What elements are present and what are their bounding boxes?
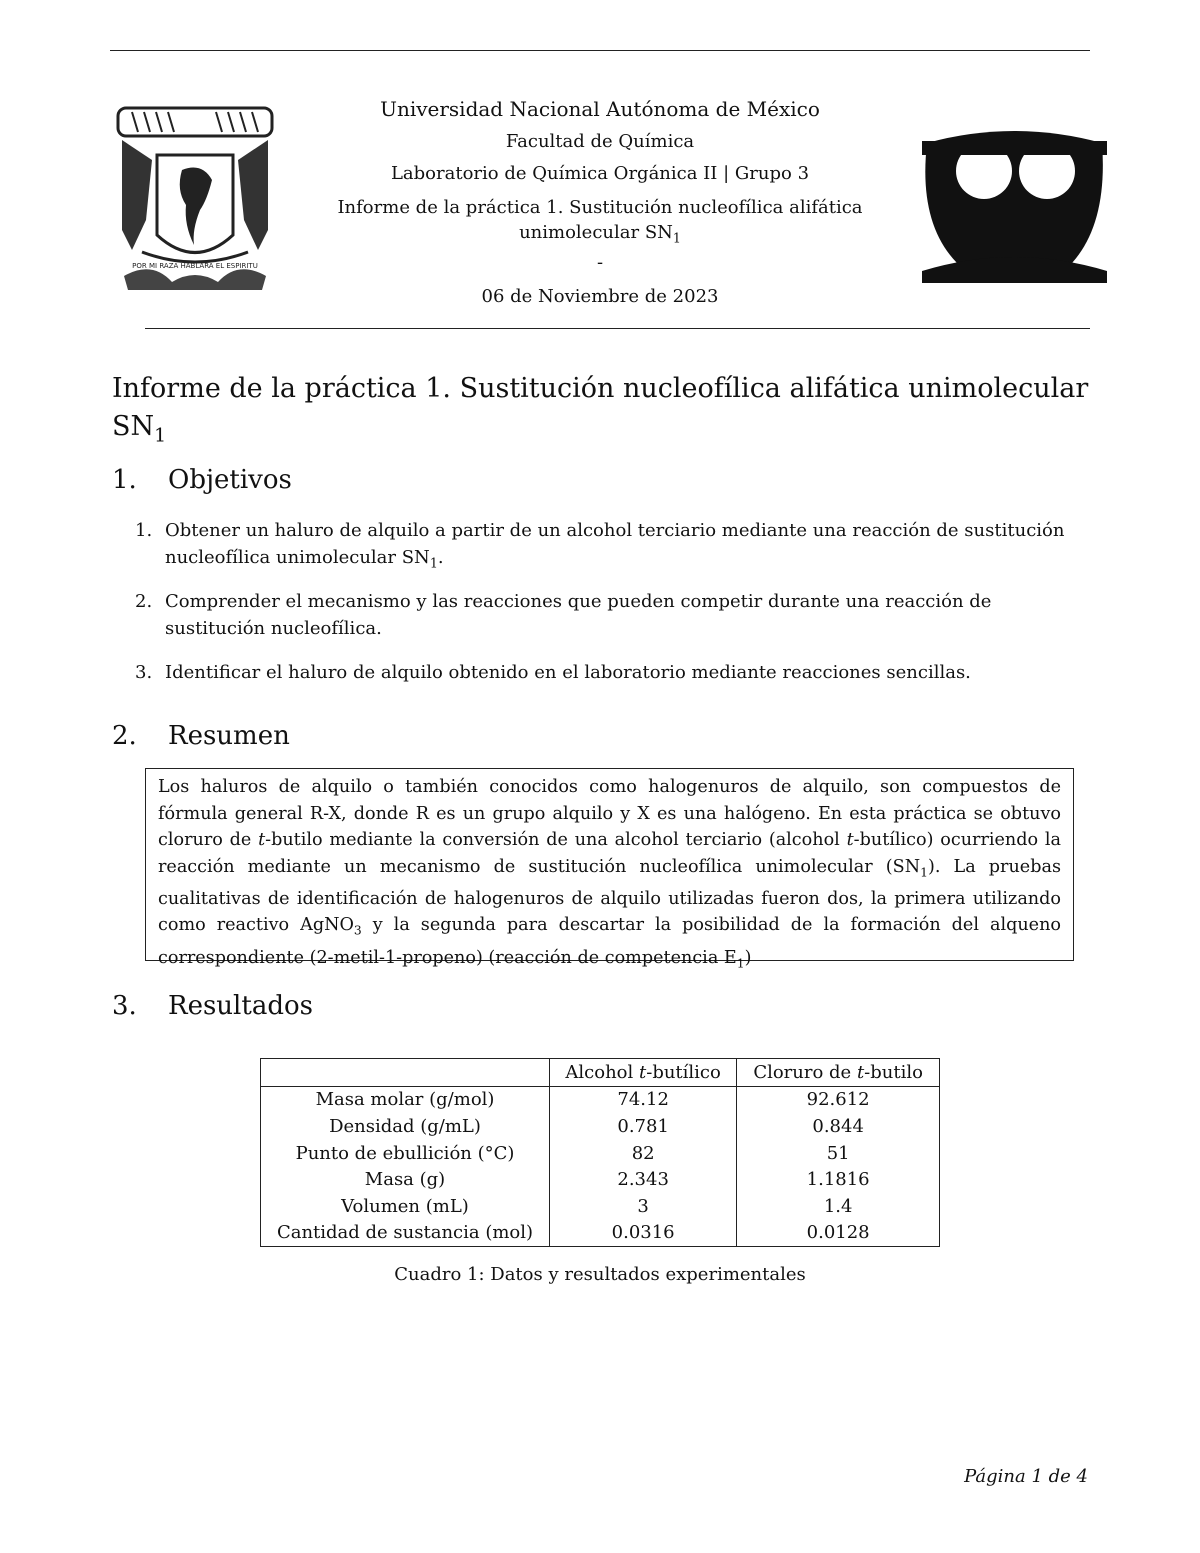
fq-logo [922,123,1107,283]
table-header-cloruro: Cloruro de t-butilo [737,1059,940,1087]
section-heading-resumen: 2. Resumen [112,721,290,751]
objective-item: 1. Obtener un haluro de alquilo a partir de un alcohol terciario mediante una reacción de sustitución nucleofílica unimolecular $SN_1$. [135,520,1065,571]
seal-motto: POR MI RAZA HABLARA EL ESPIRITU [132,262,258,270]
table-header-alcohol: Alcohol t-butílico [550,1059,737,1087]
report-date: 06 de Noviembre de 2023 [481,286,719,307]
table-row: Cantidad de sustancia (mol) 0.0316 0.0128 [261,1220,940,1247]
document-title-sn: $SN_1$ [112,411,167,447]
header-dash: - [596,252,604,273]
university-name: Universidad Nacional Autónoma de México [380,97,820,121]
abstract-box: Los haluros de alquilo o también conocidos como halogenuros de alquilo, son compuestos de fórmula general R-X, donde R es un grupo alquilo y X es una halógeno. En esta práctica se obtuvo cloruro de t-butilo mediante la conversión de una alcohol terciario (alcohol t-butílico) ocurriendo la reacción mediante un mecanismo de sustitución nucleofílica unimolecular $(SN_1)$. La pruebas cualitativas de identificación de halogenuros de alquilo utilizadas fueron dos, la primera utilizando como reactivo AgNO$_3$ y la segunda para descartar la posibilidad de la formación del alqueno correspondiente (2-metil-1-propeno) (reacción de competencia $E_1$) [145,768,1074,961]
table-row: Densidad (g/mL) 0.781 0.844 [261,1113,940,1140]
table-caption: Cuadro 1: Datos y resultados experimentales [394,1264,806,1285]
report-title-line1: Informe de la práctica 1. Sustitución nucleofílica alifática [337,197,863,218]
table-row: Punto de ebullición (°C) 82 51 [261,1140,940,1167]
section-heading-objetivos: 1. Objetivos [112,465,292,495]
objective-item: 3. Identificar el haluro de alquilo obtenido en el laboratorio mediante reacciones sencillas. [135,662,971,683]
document-title-main: Informe de la práctica 1. Sustitución nucleofílica alifática unimolecular [112,373,1089,404]
lab-group: Laboratorio de Química Orgánica II | Grupo 3 [390,163,810,184]
section-heading-resultados: 3. Resultados [112,991,313,1021]
table-header-empty [261,1059,550,1087]
table-header-row [261,1059,940,1087]
top-rule [110,50,1090,51]
page-number: Página 1 de 4 [964,1466,1088,1487]
table-row: Volumen (mL) 3 1.4 [261,1193,940,1220]
header-bottom-rule [145,328,1090,329]
report-title-line2: unimolecular $SN_1$ [519,222,681,246]
table-row: Masa (g) 2.343 1.1816 [261,1166,940,1193]
document-title [112,370,1102,454]
unam-seal-logo [112,100,278,296]
results-table [260,1058,940,1247]
objective-item: 2. Comprender el mecanismo y las reacciones que pueden competir durante una reacción de sustitución nucleofílica. [135,591,992,639]
faculty-name: Facultad de Química [505,131,695,152]
table-row: Masa molar (g/mol) 74.12 92.612 [261,1086,940,1113]
